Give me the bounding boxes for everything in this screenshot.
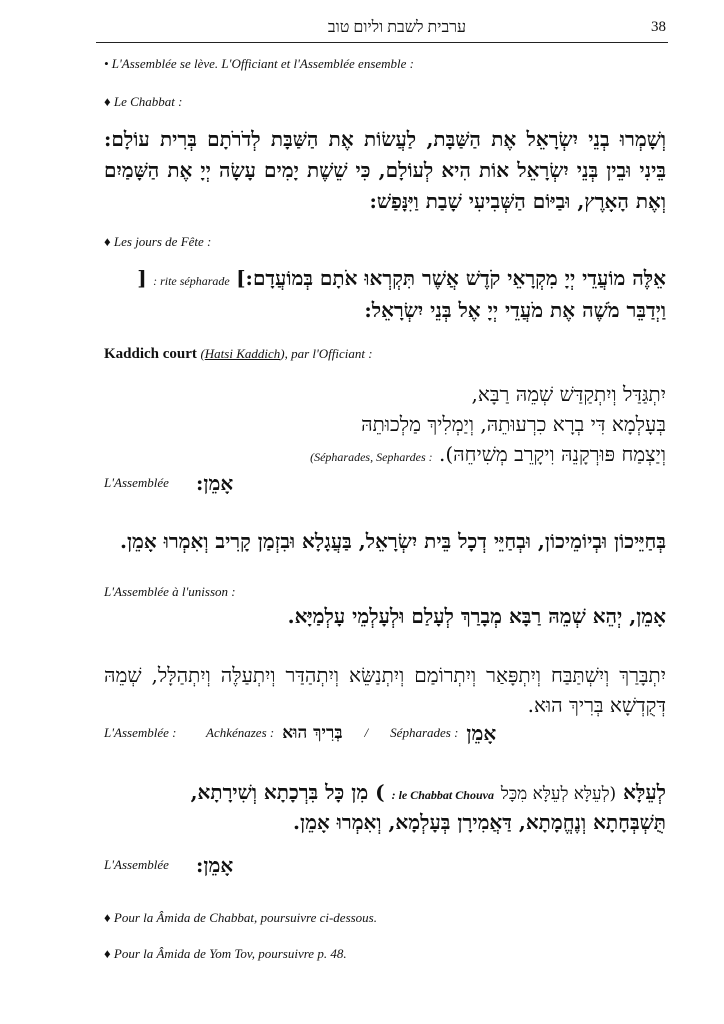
leela-word: לְעֵלָּא bbox=[623, 780, 666, 804]
responses-row bbox=[104, 720, 496, 746]
assembly-amen-row-2 bbox=[104, 852, 233, 878]
rubric-unison: L'Assemblée à l'unisson : bbox=[104, 584, 236, 599]
amen-response-2: אָמֵן: bbox=[196, 852, 234, 877]
assembly-label: L'Assemblée bbox=[104, 475, 169, 490]
kaddish-heading-suffix: ), par l'Officiant : bbox=[280, 346, 373, 361]
kaddish-line-3-text: וְיַצְמַח פּוּרְקָנֵהּ וִיקָרֵב מְשִׁיחֵהּ). bbox=[438, 442, 666, 466]
assembly-label-2: L'Assemblée : bbox=[104, 725, 177, 740]
assembly-amen-row bbox=[104, 470, 233, 496]
sephardim-label: Sépharades : bbox=[390, 725, 459, 740]
page-number: 38 bbox=[651, 19, 666, 35]
chabbat-chouva-note: : le Chabbat Chouva bbox=[391, 788, 494, 802]
rubric-shabbat: ♦ Le Chabbat : bbox=[104, 94, 183, 109]
kaddish-line-3 bbox=[104, 438, 666, 473]
kaddish-line-1: יִתְגַּדַּל וְיִתְקַדַּשׁ שְׁמֵהּ רַבָּא, bbox=[471, 382, 666, 406]
ele-moadei-line: אֵלֶּה מוֹעֲדֵי יְיָ מִקְרָאֵי קֹדֶשׁ אֲשֶׁר תִּקְרְאוּ אֹתָם בְּמוֹעֲדָם:] : rite sépharade [ bbox=[137, 266, 666, 290]
kaddish-title: Kaddich court bbox=[104, 346, 197, 362]
kaddish-line-2: בְּעָלְמָא דִּי בְרָא כִרְעוּתֵהּ, וְיַמְלִיךְ מַלְכוּתֵהּ bbox=[361, 412, 666, 436]
rubric-assembly-rises: • L'Assemblée se lève. L'Officiant et l'Assemblée ensemble : bbox=[104, 56, 415, 71]
instruction-amida-yom-tov: ♦ Pour la Âmida de Yom Tov, poursuivre p. 48. bbox=[104, 946, 347, 961]
hatsi-kaddish-label: Hatsi Kaddich bbox=[204, 346, 281, 361]
kaddish-para-3: יִתְבָּרַךְ וְיִשְׁתַּבַּח וְיִתְפָּאַר וְיִתְרוֹמַם וְיִתְנַשֵּׂא וְיִתְהַדַּר וְיִתְעַלֶּה וְיִתְהַלָּל, שְׁמֵהּ דְּקֻדְשָׁא בְּרִיךְ הוּא. bbox=[104, 663, 666, 717]
shabbat-shuva-addition: (לְעֵלָּא לְעֵלָּא מִכָּל bbox=[500, 784, 617, 804]
kaddish-para-4-line-2: תֻּשְׁבְּחָתָא וְנֶחֱמָתָא, דַּאֲמִירָן בְּעָלְמָא, וְאִמְרוּ אָמֵן. bbox=[293, 810, 666, 834]
assembly-label-3: L'Assemblée bbox=[104, 857, 169, 872]
veshamru-text: וְשָׁמְרוּ בְנֵי יִשְׂרָאֵל אֶת הַשַּׁבָּת, לַעֲשׂוֹת אֶת הַשַּׁבָּת לְדֹרֹתָם בְּרִית עוֹלָם: בֵּינִי וּבֵין בְּנֵי יִשְׂרָאֵל אוֹת הִיא לְעוֹלָם, כִּי שֵׁשֶׁת יָמִים עָשָׂה יְיָ אֶת הַשָּׁמַיִם וְאֶת הָאָרֶץ, וּבַיּוֹם הַשְּׁבִיעִי שָׁבַת וַיִּנָּפַשׁ: bbox=[104, 127, 666, 213]
page-header bbox=[96, 16, 668, 43]
ashkenazim-label: Achkénazes : bbox=[206, 725, 275, 740]
barukh-hu-response: בְּרִיךְ הוּא bbox=[282, 723, 343, 743]
instruction-amida-shabbat: ♦ Pour la Âmida de Chabbat, poursuivre ci-dessous. bbox=[104, 910, 377, 925]
separator-slash: / bbox=[364, 725, 369, 740]
amen-response: אָמֵן: bbox=[196, 470, 234, 495]
kaddish-para-2: בְּחַיֵּיכוֹן וּבְיוֹמֵיכוֹן, וּבְחַיֵּי דְכָל בֵּית יִשְׂרָאֵל, בַּעֲגָלָא וּבִזְמַן קָרִיב וְאִמְרוּ אָמֵן. bbox=[119, 529, 666, 553]
amen-sephardim-response: אָמֵן bbox=[466, 720, 497, 745]
running-title: ערבית לשבת וליום טוב bbox=[327, 19, 467, 36]
kaddish-heading: Kaddich court (Hatsi Kaddich), par l'Officiant : bbox=[104, 346, 373, 362]
rubric-feast-days: ♦ Les jours de Fête : bbox=[104, 234, 212, 249]
yehe-shemeh-raba: אָמֵן, יְהֵא שְׁמֵהּ רַבָּא מְבָרַךְ לְעָלַם וּלְעָלְמֵי עָלְמַיָּא. bbox=[287, 604, 666, 628]
sepharades-note: (Sépharades, Sephardes : bbox=[310, 450, 433, 464]
rite-sepharade-note: : rite sépharade bbox=[153, 274, 230, 288]
vaydaber-line: וַיְדַבֵּר מֹשֶׁה אֶת מֹעֲדֵי יְיָ אֶל בְּנֵי יִשְׂרָאֵל: bbox=[364, 298, 666, 322]
ele-moadei-text: אֵלֶּה מוֹעֲדֵי יְיָ מִקְרָאֵי קֹדֶשׁ אֲשֶׁר תִּקְרְאוּ אֹתָם בְּמוֹעֲדָם:] bbox=[236, 266, 666, 290]
min-kol-birkhata: ) מִן כָּל בִּרְכָתָא וְשִׁירָתָא, bbox=[190, 780, 385, 804]
